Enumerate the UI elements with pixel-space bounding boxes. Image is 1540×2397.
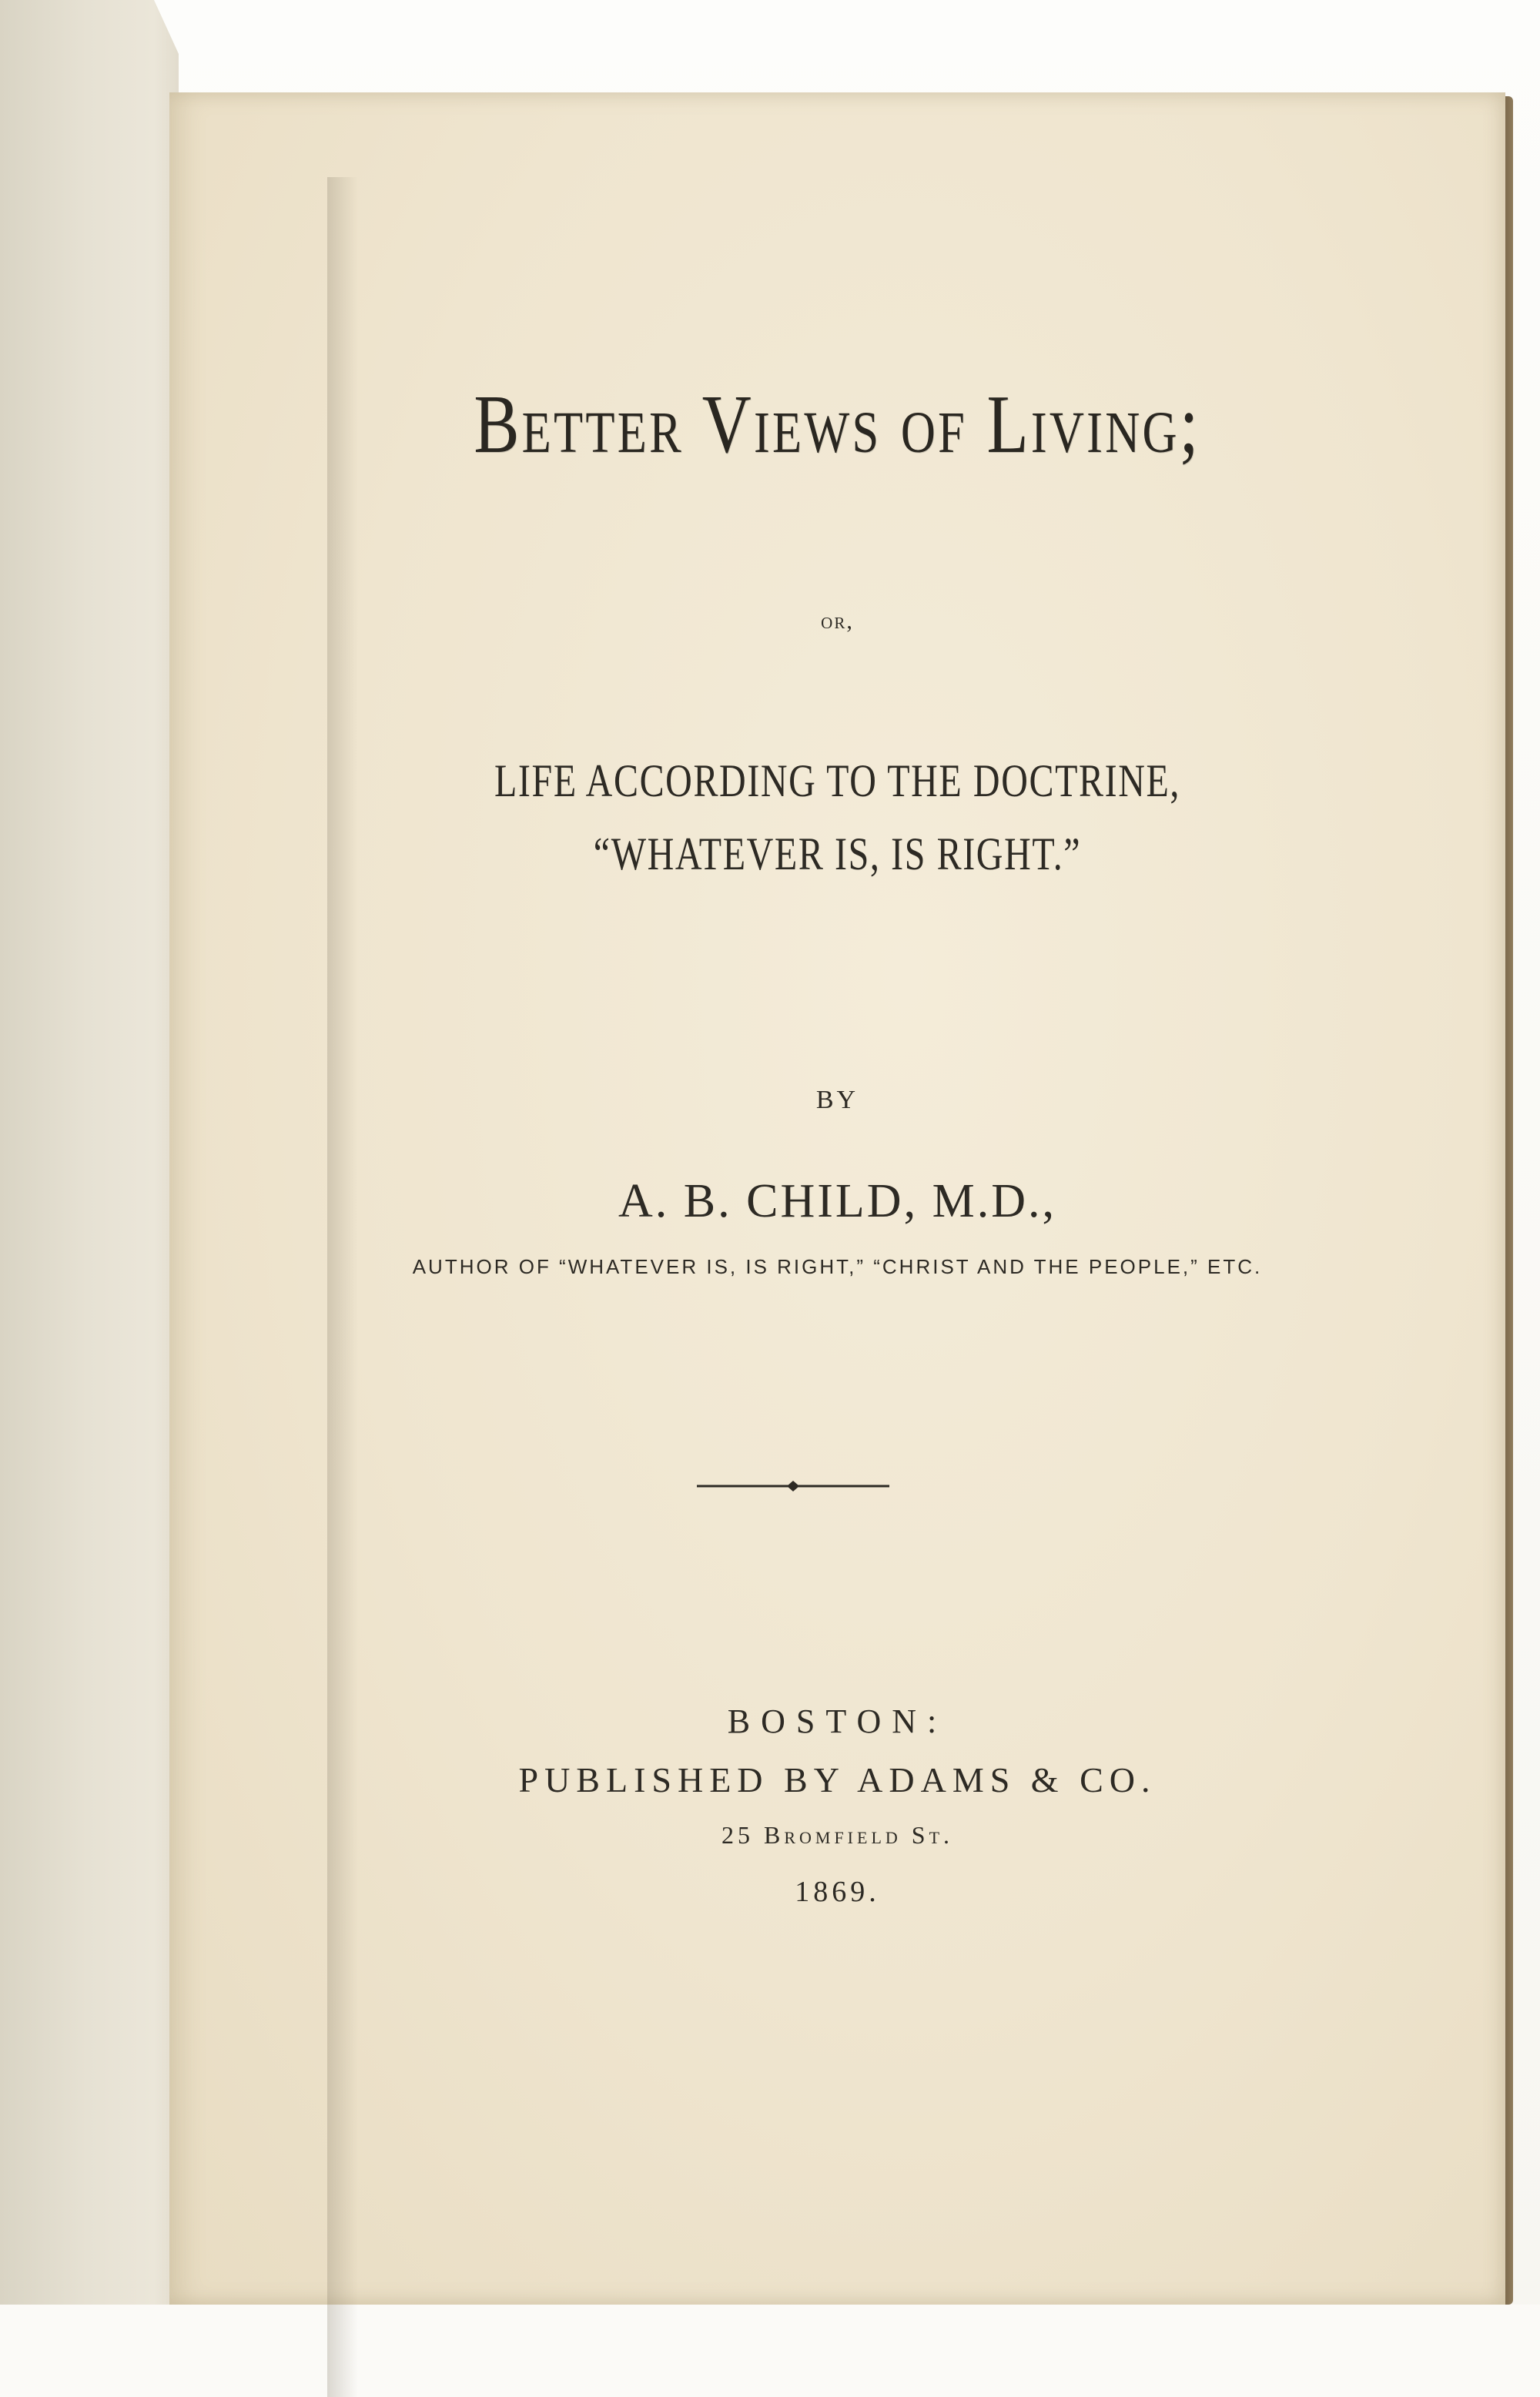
author-name: A. B. CHILD, M.D.,: [618, 1175, 1056, 1227]
or-conjunction: or,: [821, 608, 854, 634]
by-label: BY: [815, 1086, 859, 1114]
ornament-rule-icon: [697, 1478, 889, 1494]
publisher-address: 25 Bromfield St.: [721, 1821, 954, 1849]
left-page-leaf: [0, 0, 192, 2305]
subtitle-line-2: “WHATEVER IS, IS RIGHT.”: [593, 829, 1082, 879]
book-title: Better Views of Living;: [474, 379, 1201, 470]
publication-year: 1869.: [795, 1876, 880, 1908]
gutter-shadow: [327, 177, 358, 2397]
author-other-works: AUTHOR OF “WHATEVER IS, IS RIGHT,” “CHRIST AND THE PEOPLE,” ETC.: [412, 1255, 1263, 1278]
publisher-line: PUBLISHED BY ADAMS & CO.: [518, 1760, 1157, 1799]
title-page: [169, 92, 1505, 2305]
subtitle-line-1: LIFE ACCORDING TO THE DOCTRINE,: [494, 755, 1180, 806]
publication-city: BOSTON:: [727, 1702, 948, 1740]
